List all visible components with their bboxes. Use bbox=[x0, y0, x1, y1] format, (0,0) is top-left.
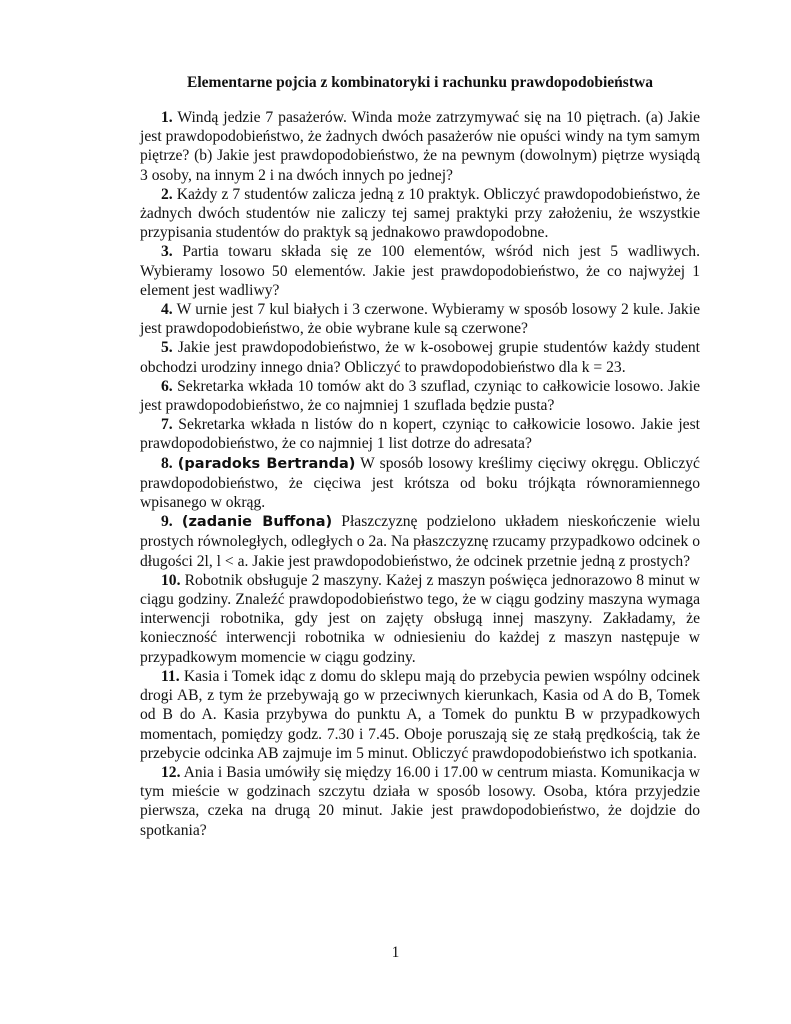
problem-text: Ania i Basia umówiły się między 16.00 i 17.00 w centrum miasta. Komunikacja w tym mieście w godzinach szczytu działa w sposób losowy. Osoba, która przyjedzie pierwsza, czeka na drugą 20 minut. Jakie jest prawdopodobieństwo, że dojdzie do spotkania? bbox=[140, 763, 700, 839]
problem-4 bbox=[140, 300, 700, 338]
problem-tag: (zadanie Buffona) bbox=[181, 514, 333, 531]
problem-number: 3. bbox=[161, 243, 173, 261]
problem-5 bbox=[140, 338, 700, 376]
problem-7 bbox=[140, 415, 700, 453]
problem-number: 10. bbox=[161, 571, 181, 589]
problem-text: Kasia i Tomek idąc z domu do sklepu mają do przebycia pewien wspólny odcinek drogi AB, z tym że przebywają go w przeciwnych kierunkach, Kasia od A do B, Tomek od B do A. Kasia przybywa do punktu A, a Tomek do punktu B w przypadkowych momentach, pomiędzy godz. 7.30 i 7.45. Oboje poruszają się ze stałą prędkością, tak że przebycie odcinka AB zajmuje im 5 minut. Obliczyć prawdopodobieństwo ich spotkania. bbox=[140, 667, 700, 762]
problem-text: Każdy z 7 studentów zalicza jedną z 10 praktyk. Obliczyć prawdopodobieństwo, że żadnych dwóch studentów nie zaliczy tej samej praktyki przy założeniu, że wszystkie przypisania studentów do praktyk są jednakowo prawdopodobne. bbox=[140, 185, 700, 242]
problem-3 bbox=[140, 242, 700, 300]
problem-number: 12. bbox=[161, 763, 181, 781]
problem-number: 7. bbox=[161, 416, 173, 434]
problem-10 bbox=[140, 571, 700, 667]
problem-number: 5. bbox=[161, 339, 173, 357]
problem-text: Płaszczyznę podzielono układem nieskończenie wielu prostych równoległych, odległych o 2a. Na płaszczyznę rzucamy przypadkowo odcinek o długości 2l, l < a. Jakie jest prawdopodobieństwo, że odcinek przetnie jedną z prostych? bbox=[140, 513, 701, 570]
problem-number: 1. bbox=[161, 109, 173, 126]
problem-number: 4. bbox=[161, 301, 173, 319]
problem-number: 2. bbox=[161, 185, 173, 203]
page-number: 1 bbox=[391, 944, 400, 961]
problem-number: 8. bbox=[161, 454, 173, 472]
problem-1 bbox=[140, 108, 700, 185]
problem-text: Windą jedzie 7 pasażerów. Winda może zatrzymywać się na 10 piętrach. (a) Jakie jest prawdopodobieństwo, że żadnych dwóch pasażerów nie opuści windy na tym samym piętrze? (b) Jakie jest prawdopodobieństwo, że na pewnym (dowolnym) piętrze wysiądą 3 osoby, na innym 2 i na dwóch innych po jednej? bbox=[140, 109, 700, 184]
problem-12 bbox=[140, 763, 700, 840]
problem-6 bbox=[140, 377, 700, 415]
problem-8 bbox=[140, 454, 700, 513]
problem-text: Jakie jest prawdopodobieństwo, że w k-osobowej grupie studentów każdy student obchodzi urodziny innego dnia? Obliczyć to prawdopodobieństwo dla k = 23. bbox=[140, 339, 700, 376]
document-page bbox=[140, 72, 700, 840]
problem-text: Sekretarka wkłada n listów do n kopert, czyniąc to całkowicie losowo. Jakie jest prawdopodobieństwo, że co najmniej 1 list dotrze do adresata? bbox=[140, 416, 700, 453]
problem-text: Robotnik obsługuje 2 maszyny. Każej z maszyn poświęca jednorazowo 8 minut w ciągu godziny. Znaleźć prawdopodobieństwo tego, że w ciągu godziny maszyna wymaga interwencji robotnika, gdy jest on zajęty obsługą innej maszyny. Zakładamy, że konieczność interwencji robotnika w odniesieniu do każdej z maszyn następuje w przypadkowym momencie w ciągu godziny. bbox=[140, 571, 700, 666]
problem-text: Sekretarka wkłada 10 tomów akt do 3 szuflad, czyniąc to całkowicie losowo. Jakie jest prawdopodobieństwo, że co najmniej 1 szuflada będzie pusta? bbox=[140, 377, 700, 415]
problem-number: 11. bbox=[161, 667, 180, 685]
problem-text: W urnie jest 7 kul białych i 3 czerwone. Wybieramy w sposób losowy 2 kule. Jakie jest prawdopodobieństwo, że obie wybrane kule są czerwone? bbox=[140, 301, 700, 338]
document-title: Elementarne pojcia z kombinatoryki i rachunku prawdopodobieństwa bbox=[187, 74, 653, 91]
problem-number: 9. bbox=[161, 513, 173, 531]
problem-9 bbox=[140, 512, 700, 571]
problem-11 bbox=[140, 667, 700, 763]
problem-text: Partia towaru składa się ze 100 elementów, wśród nich jest 5 wadliwych. Wybieramy losowo 50 elementów. Jakie jest prawdopodobieństwo, że co najwyżej 1 element jest wadliwy? bbox=[140, 243, 701, 299]
problem-tag: (paradoks Bertranda) bbox=[177, 455, 356, 472]
problem-number: 6. bbox=[161, 377, 173, 395]
problem-list bbox=[140, 108, 700, 840]
problem-2 bbox=[140, 185, 700, 243]
problem-text: W sposób losowy kreślimy cięciwy okręgu. Obliczyć prawdopodobieństwo, że cięciwa jest krótsza od boku trójkąta równoramiennego wpisanego w okrąg. bbox=[140, 454, 700, 512]
